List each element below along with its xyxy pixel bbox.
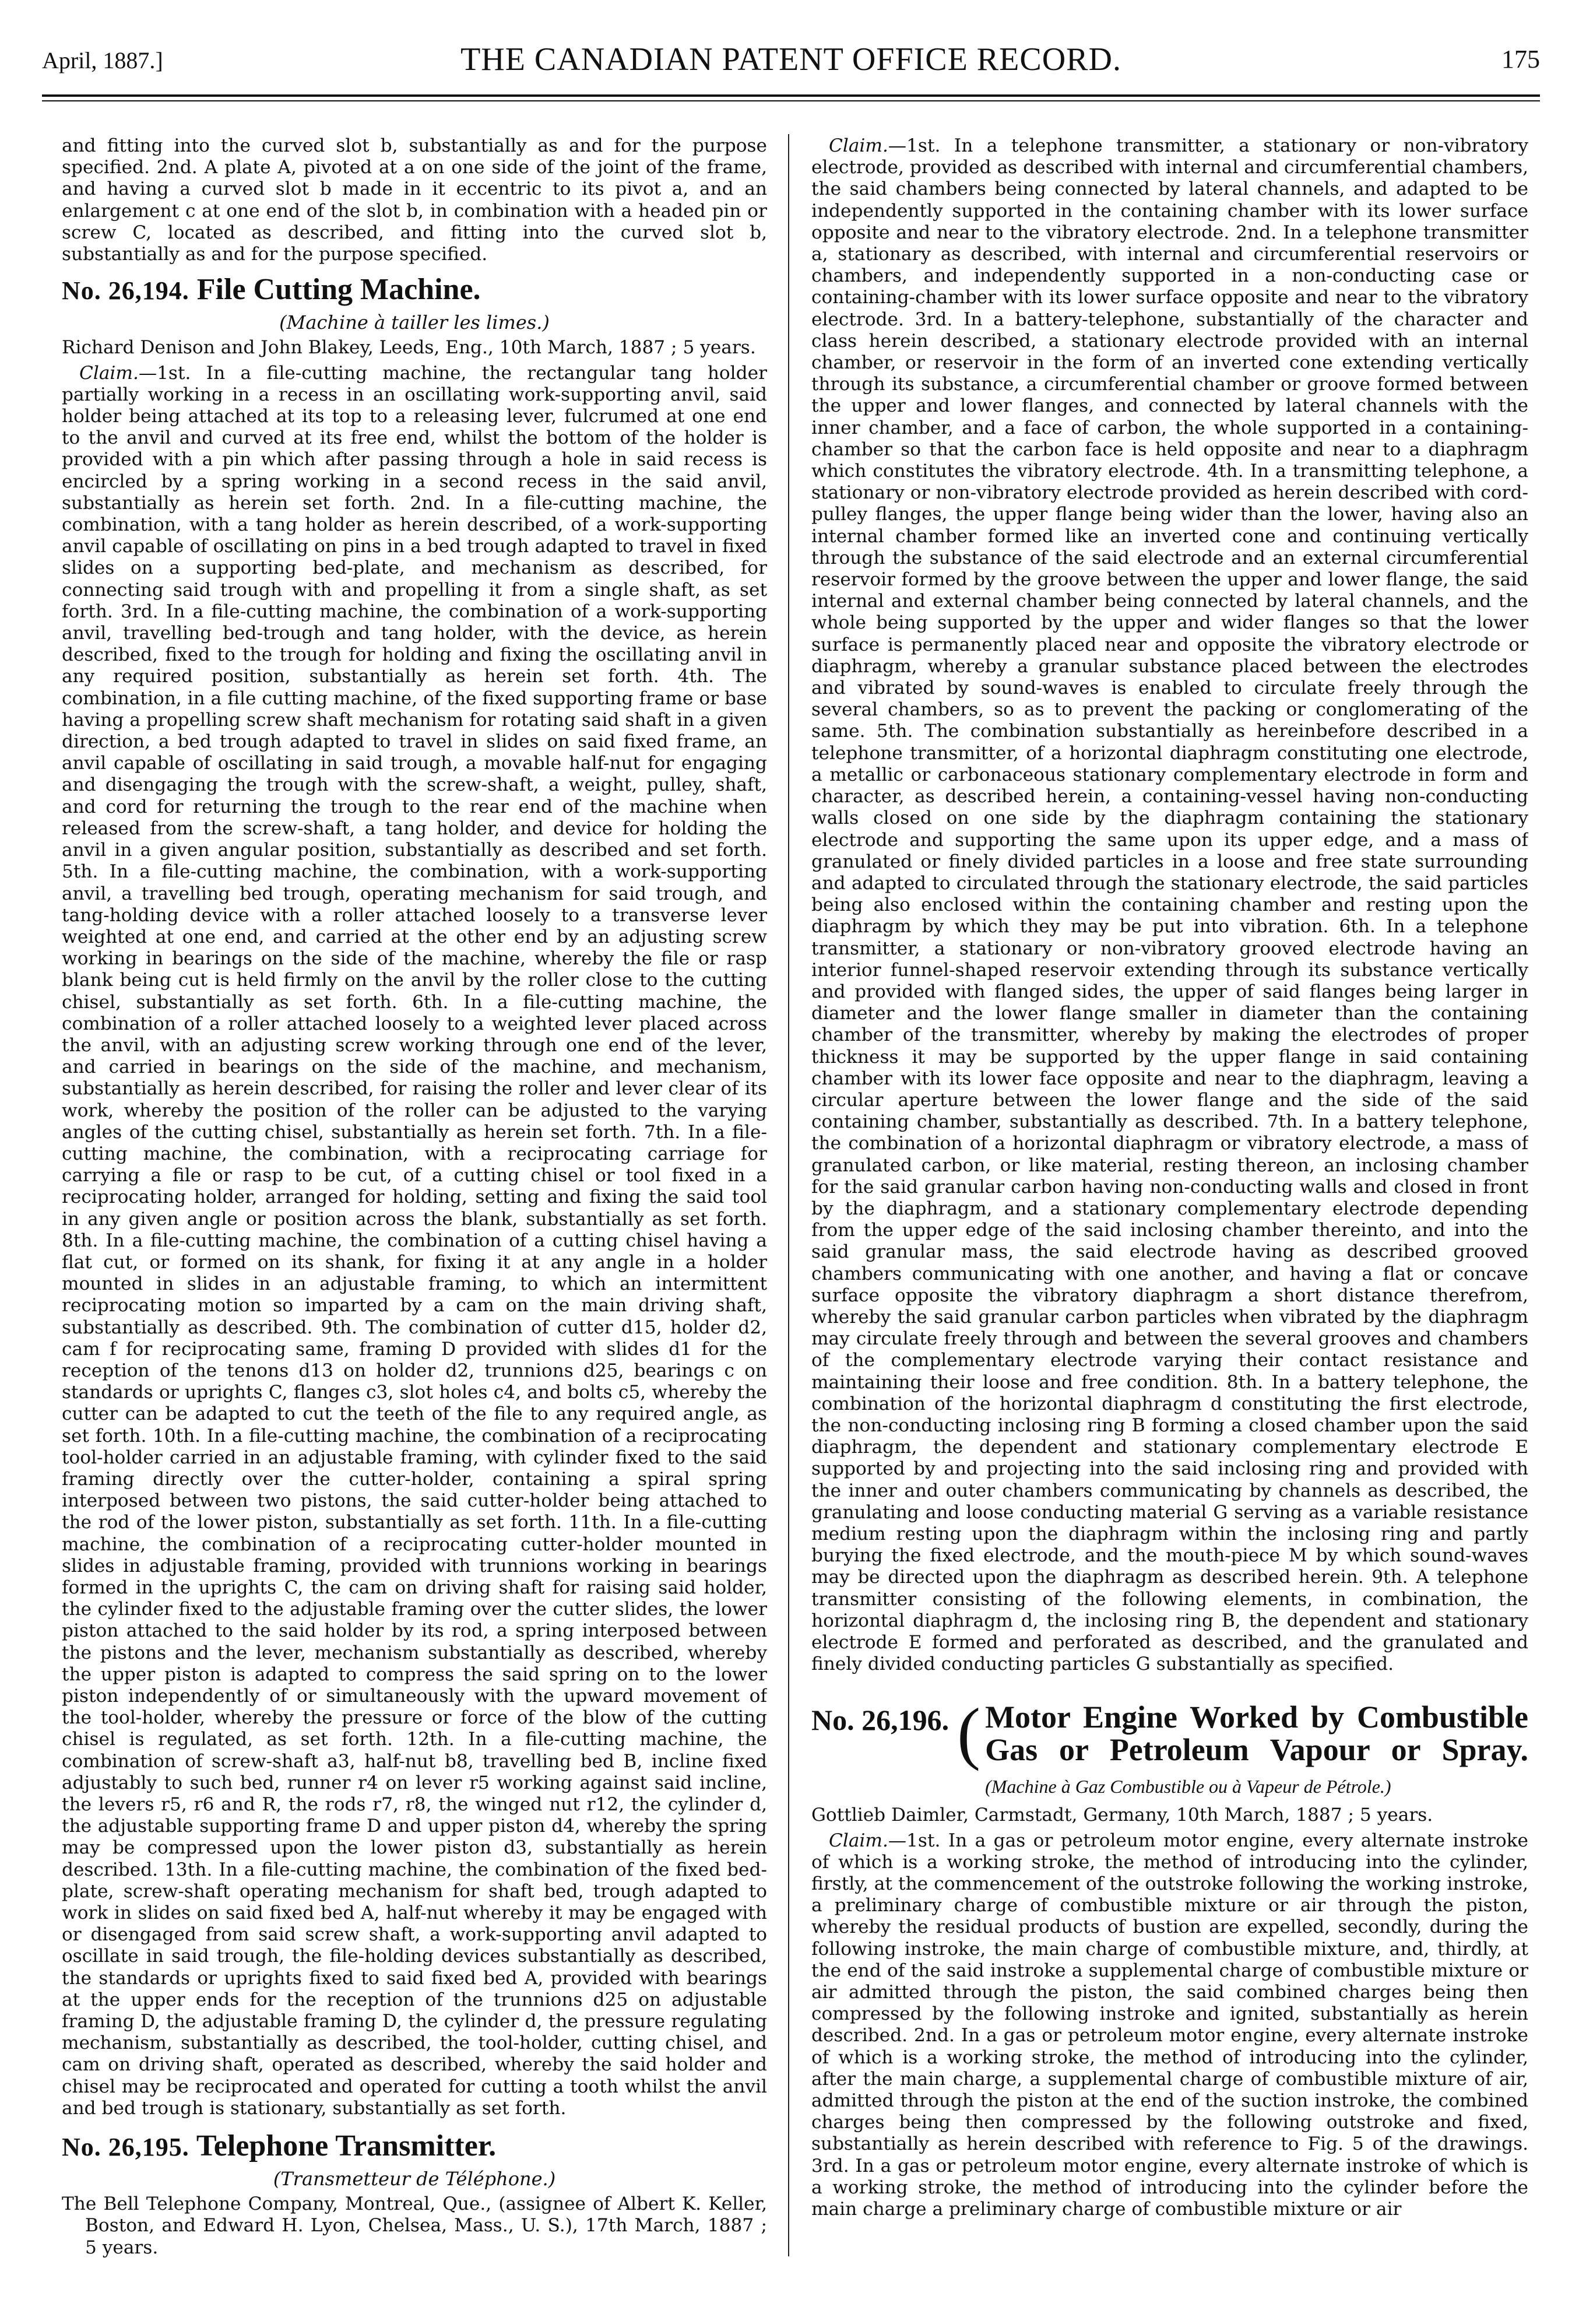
french-title: (Machine à tailler les limes.) (279, 311, 550, 334)
patent-number: No. 26,195. (62, 2133, 189, 2162)
applicant-line: Gottlieb Daimler, Carmstadt, Germany, 10th March, 1887 ; 5 years. (811, 1805, 1433, 1826)
left-column (62, 135, 767, 2269)
applicant-line: Richard Denison and John Blakey, Leeds, Eng., 10th March, 1887 ; 5 years. (62, 337, 756, 359)
publication-title: THE CANADIAN PATENT OFFICE RECORD. (460, 41, 1121, 78)
patent-heading-26196 (811, 1694, 1528, 1799)
claim-label: Claim. (79, 362, 139, 384)
column-divider (788, 134, 789, 2256)
patent-title: Motor Engine Worked by Combustible Gas or Petroleum Vapour or Spray. (985, 1700, 1528, 1768)
brace-glyph: ( (957, 1694, 981, 1772)
issue-date: April, 1887.] (42, 47, 163, 73)
continued-claim-text: and fitting into the curved slot b, substantially as and for the purpose specified. 2nd. A plate A, pivoted at a on one side of the joint of the frame, and having a curved slot b made in it eccentric to its pivot a, and an enlargement c at one end of the slot b, in combination with a headed pin or screw C, located as described, and fitting into the curved slot b, substantially as and for the purpose specified. (62, 135, 767, 265)
patent-heading-26195 (62, 2129, 767, 2165)
claim-text: —1st. In a gas or petroleum motor engine, every alternate instroke of which is a working stroke, the method of introducing into the cylinder, firstly, at the commencement of the outstroke following the working instroke, a preliminary charge of combustible mixture or air through the piston, whereby the residual products of bustion are expelled, secondly, during the following instroke, the main charge of combustible mixture, and, thirdly, at the end of the said instroke a supplemental charge of combustible mixture or air admitted through the piston, the said combined charges being then compressed by the following instroke and ignited, substantially as herein described. 2nd. In a gas or petroleum motor engine, every alternate instroke of which is a working stroke, the method of introducing into the cylinder, after the main charge, a supplemental charge of combustible mixture of air, admitted through the piston at the end of the suction instroke, the combined charges being then compressed by the following outstroke and fixed, substantially as herein described with reference to Fig. 5 of the drawings. 3rd. In a gas or petroleum motor engine, every alternate instroke of which is a working stroke, the method of introducing into the cylinder before the main charge a preliminary charge of combustible mixture or air (811, 1830, 1528, 2220)
french-title: (Machine à Gaz Combustible ou à Vapeur de Pétrole.) (985, 1776, 1391, 1798)
claim-text: —1st. In a telephone transmitter, a stationary or non-vibratory electrode, provided as described with internal and circumferential chambers, the said chambers being connected by lateral channels, and adapted to be independently supported in the containing chamber with its lower surface opposite and near to the vibratory electrode. 2nd. In a telephone transmitter a, stationary as described, with internal and circumferential reservoirs or chambers, and independently supported in a non-conducting case or containing-chamber with its lower surface opposite and near to the vibratory electrode. 3rd. In a battery-telephone, substantially of the character and class herein described, a stationary electrode provided with an internal chamber, or reservoir in the form of an inverted cone extending vertically through its substance, a circumferential chamber or groove formed between the upper and lower flanges, and connected by lateral channels with the inner chamber, and a face of carbon, the whole supported in a containing-chamber so that the carbon face is held opposite and near to a diaphragm which constitutes the vibratory electrode. 4th. In a transmitting telephone, a stationary or non-vibratory electrode provided as herein described with cord-pulley flanges, the upper flange being wider than the lower, having also an internal chamber formed like an inverted cone and continuing vertically through the substance of the said electrode and an external circumferential reservoir formed by the groove between the upper and lower flange, the said internal and external chamber being connected by lateral channels, and the whole being supported by the upper and wider flanges so that the lower surface is permanently placed near and opposite the vibratory electrode or diaphragm, whereby a granular substance placed between the electrodes and vibrated by sound-waves is enabled to circulate freely through the several chambers, so as to prevent the packing or conglomerating of the same. 5th. The combination substantially as hereinbefore described in a telephone transmitter, of a horizontal diaphragm constituting one electrode, a metallic or carbonaceous stationary complementary electrode in form and character, as described herein, a containing-vessel having non-conducting walls closed on one side by the diaphragm containing the stationary electrode and supporting the same upon its upper edge, and a mass of granulated or finely divided particles in a loose and free state surrounding and adapted to circulated through the stationary electrode, the said particles being also enclosed within the containing chamber and resting upon the diaphragm by which they may be put into vibration. 6th. In a telephone transmitter, a stationary or non-vibratory grooved electrode having an interior funnel-shaped reservoir extending through its substance vertically and provided with flanged sides, the upper of said flanges being larger in diameter and the lower flange smaller in diameter than the containing chamber of the transmitter, whereby by making the electrodes of proper thickness it may be supported by the upper flange in said containing chamber with its lower face opposite and near to the diaphragm, leaving a circular aperture between the lower flange and the side of the said containing chamber, substantially as described. 7th. In a battery telephone, the combination of a horizontal diaphragm or vibratory electrode, a mass of granulated carbon, or like material, resting thereon, an inclosing chamber for the said granular carbon having non-conducting walls and closed in front by the diaphragm, and a stationary complementary electrode depending from the upper edge of the said inclosing chamber thereinto, and into the said granular mass, the said electrode having as described grooved chambers communicating with one another, and having a flat or concave surface opposite the vibratory diaphragm a short distance therefrom, whereby the said granular carbon particles when vibrated by the diaphragm may circulate freely through and between the several grooves and chambers of the complementary electrode varying their contact resistance and maintaining their loose and free condition. 8th. In a battery telephone, the combination of the horizontal diaphragm d constituting the first electrode, the non-conducting inclosing ring B forming a closed chamber upon the said diaphragm, the dependent and stationary complementary electrode E supported by and projecting into the said inclosing ring and provided with the inner and outer chambers communicating by channels as described, the granulating and loose conducting material G serving as a variable resistance medium resting upon the diaphragm within the inclosing ring and partly burying the fixed electrode, and the mouth-piece M by which sound-waves may be directed upon the diaphragm as described herein. 9th. A telephone transmitter consisting of the following elements, in combination, the horizontal diaphragm d, the inclosing ring B, the dependent and stationary electrode E formed and perforated as described, and the granulated and finely divided conducting particles G substantially as specified. (811, 135, 1528, 1675)
header-rule (42, 94, 1540, 97)
claim-paragraph (811, 1830, 1528, 2221)
patent-number: No. 26,196. (811, 1704, 949, 1737)
applicant-line: The Bell Telephone Company, Montreal, Que., (assignee of Albert K. Keller, Boston, and Edward H. Lyon, Chelsea, Mass., U. S.), 17th March, 1887 ; 5 years. (62, 2193, 767, 2258)
patent-heading-26194 (62, 272, 767, 308)
patent-number: No. 26,194. (62, 276, 189, 306)
right-column (811, 135, 1528, 2269)
page-number: 175 (1501, 45, 1540, 73)
claim-paragraph (62, 363, 767, 2119)
claim-text: —1st. In a file-cutting machine, the rectangular tang holder partially working in a recess in an oscillating work-supporting anvil, said holder being attached at its top to a releasing lever, fulcrumed at one end to the anvil and curved at its free end, whilst the bottom of the holder is provided with a pin which after passing through a hole in said recess is encircled by a spring working in a second recess in the said anvil, substantially as herein set forth. 2nd. In a file-cutting machine, the combination, with a tang holder as herein described, of a work-supporting anvil capable of oscillating on pins in a bed trough adapted to travel in fixed slides on a supporting bed-plate, and mechanism as described, for connecting said trough with and propelling it from a single shaft, as set forth. 3rd. In a file-cutting machine, the combination of a work-supporting anvil, travelling bed-trough and tang holder, with the device, as herein described, fixed to the trough for holding and fixing the oscillating anvil in any required position, substantially as herein set forth. 4th. The combination, in a file cutting machine, of the fixed supporting frame or base having a propelling screw shaft mechanism for rotating said shaft in a given direction, a bed trough adapted to travel in slides on said fixed frame, an anvil capable of oscillating in said trough, a movable half-nut for engaging and disengaging the trough with the screw-shaft, a weight, pulley, shaft, and cord for returning the trough to the rear end of the machine when released from the screw-shaft, a tang holder, and device for holding the anvil in a given angular position, substantially as described and set forth. 5th. In a file-cutting machine, the combination, with a work-supporting anvil, a travelling bed trough, operating mechanism for said trough, and tang-holding device with a roller attached loosely to a transverse lever weighted at one end, and carried at the other end by an adjusting screw working in bearings on the side of the machine, whereby the file or rasp blank being cut is held firmly on the anvil by the roller close to the cutting chisel, substantially as set forth. 6th. In a file-cutting machine, the combination of a roller attached loosely to a weighted lever placed across the anvil, with an adjusting screw working through one end of the lever, and carried in bearings on the side of the machine, and mechanism, substantially as herein described, for raising the roller and lever clear of its work, whereby the position of the roller can be adjusted to the varying angles of the cutting chisel, substantially as herein set forth. 7th. In a file-cutting machine, the combination, with a reciprocating carriage for carrying a file or rasp to be cut, of a cutting chisel or tool fixed in a reciprocating holder, arranged for holding, setting and fixing the said tool in any given angle or position across the blank, substantially as set forth. 8th. In a file-cutting machine, the combination of a cutting chisel having a flat cut, or formed on its shank, for fixing it at any angle in a holder mounted in slides in an adjustable framing, to which an intermittent reciprocating motion so imparted by a cam on the main driving shaft, substantially as described. 9th. The combination of cutter d15, holder d2, cam f for reciprocating same, framing D provided with slides d1 for the reception of the tenons d13 on holder d2, trunnions d25, bearings c on standards or uprights C, flanges c3, slot holes c4, and bolts c5, whereby the cutter can be adapted to cut the teeth of the file to any required angle, as set forth. 10th. In a file-cutting machine, the combination of a reciprocating tool-holder carried in an adjustable framing, with cylinder fixed to the said framing directly over the cutter-holder, containing a spiral spring interposed between two pistons, the said cutter-holder being attached to the rod of the lower piston, substantially as set forth. 11th. In a file-cutting machine, the combination of a reciprocating cutter-holder mounted in slides in adjustable framing, provided with trunnions working in bearings formed in the uprights C, the cam on driving shaft for raising said holder, the cylinder fixed to the adjustable framing over the cutter slides, the lower piston attached to the said holder by its rod, a spring interposed between the pistons and the lever, mechanism substantially as described, whereby the upper piston is adapted to compress the said spring on to the lower piston independently of or simultaneously with the upward movement of the tool-holder, whereby the pressure or force of the blow of the cutting chisel is regulated, as set forth. 12th. In a file-cutting machine, the combination of screw-shaft a3, half-nut b8, travelling bed B, incline fixed adjustably to such bed, runner r4 on lever r5 working against said incline, the levers r5, r6 and R, the rods r7, r8, the winged nut r12, the cylinder d, the adjustable supporting frame D and upper piston d4, whereby the spring may be compressed upon the lower piston d3, substantially as herein described. 13th. In a file-cutting machine, the combination of the fixed bed-plate, screw-shaft operating mechanism for shaft bed, trough adapted to work in slides on said fixed bed A, half-nut whereby it may be engaged with or disengaged from said screw shaft, a work-supporting anvil adapted to oscillate in said trough, the file-holding devices substantially as described, the standards or uprights fixed to said fixed bed A, provided with bearings at the upper ends for the reception of the trunnions d25 on adjustable framing D, the adjustable framing D, the cylinder d, the pressure regulating mechanism, substantially as described, the tool-holder, cutting chisel, and cam on driving shaft, operated as described, whereby the said holder and chisel may be reciprocated and operated for cutting a tooth whilst the anvil and bed trough is stationary, substantially as set forth. (62, 362, 767, 2119)
claim-label: Claim. (829, 135, 888, 156)
patent-title: Telephone Transmitter. (196, 2129, 497, 2163)
patent-title-block (985, 1701, 1528, 1799)
page-header (42, 41, 1540, 87)
claim-label: Claim. (829, 1830, 888, 1851)
claim-paragraph (811, 135, 1528, 1675)
header-rule-thin (42, 100, 1540, 101)
french-title: (Transmetteur de Téléphone.) (273, 2168, 556, 2190)
patent-title: File Cutting Machine. (196, 273, 481, 307)
